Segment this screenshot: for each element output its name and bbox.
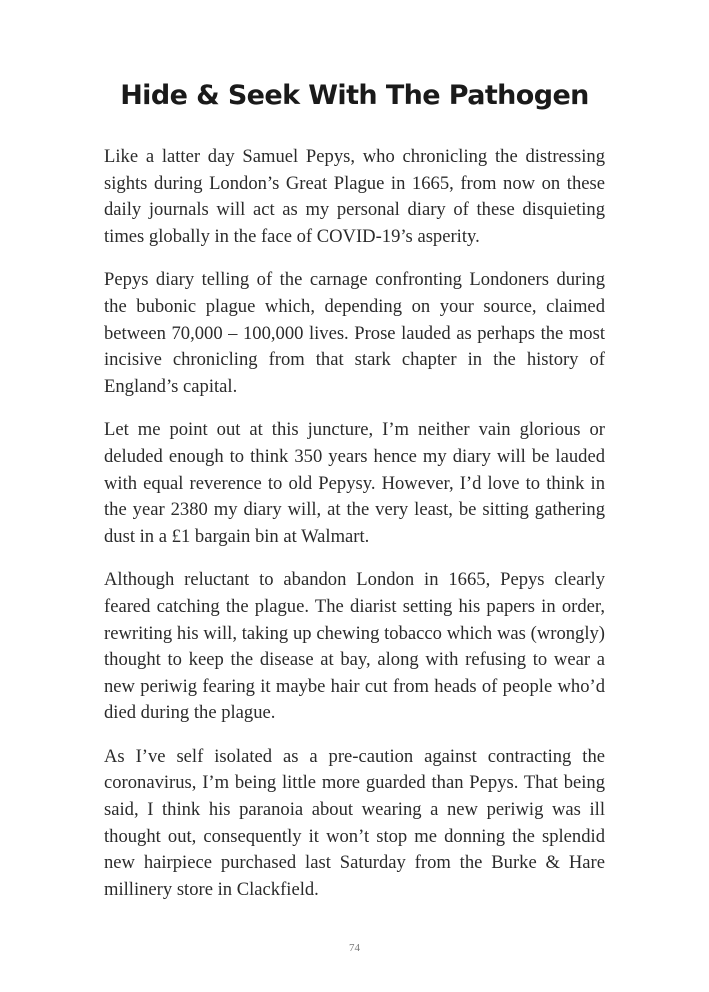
paragraph-2: Pepys diary telling of the carnage confronting Londoners during the bubonic plague which, depending on your source, claimed between 70,000 – 100,000 lives. Prose lauded as perhaps the most incisive chronicling from that stark chapter in the history of England’s capital. <box>104 269 605 397</box>
body-text <box>104 144 605 920</box>
paragraph-1: Like a latter day Samuel Pepys, who chronicling the distressing sights during London’s Great Plague in 1665, from now on these daily journals will act as my personal diary of these disquieting times globally in the face of COVID-19’s asperity. <box>104 146 605 247</box>
paragraph-3: Let me point out at this juncture, I’m neither vain glorious or deluded enough to think 350 years hence my diary will be lauded with equal reverence to old Pepysy. However, I’d love to think in the year 2380 my diary will, at the very least, be sitting gathering dust in a £1 bargain bin at Walmart. <box>104 419 605 547</box>
paragraph-4: Although reluctant to abandon London in 1665, Pepys clearly feared catching the plague. The diarist setting his papers in order, rewriting his will, taking up chewing tobacco which was (wrongly) thought to keep the disease at bay, along with refusing to wear a new periwig fearing it maybe hair cut from heads of people who’d died during the plague. <box>104 569 605 724</box>
page-number: 74 <box>349 942 360 954</box>
page-title: Hide & Seek With The Pathogen <box>120 80 589 111</box>
paragraph-5: As I’ve self isolated as a pre-caution against contracting the coronavirus, I’m being little more guarded than Pepys. That being said, I think his paranoia about wearing a new periwig was ill thought out, consequently it won’t stop me donning the splendid new hairpiece purchased last Saturday from the Burke & Hare millinery store in Clackfield. <box>104 745 605 900</box>
